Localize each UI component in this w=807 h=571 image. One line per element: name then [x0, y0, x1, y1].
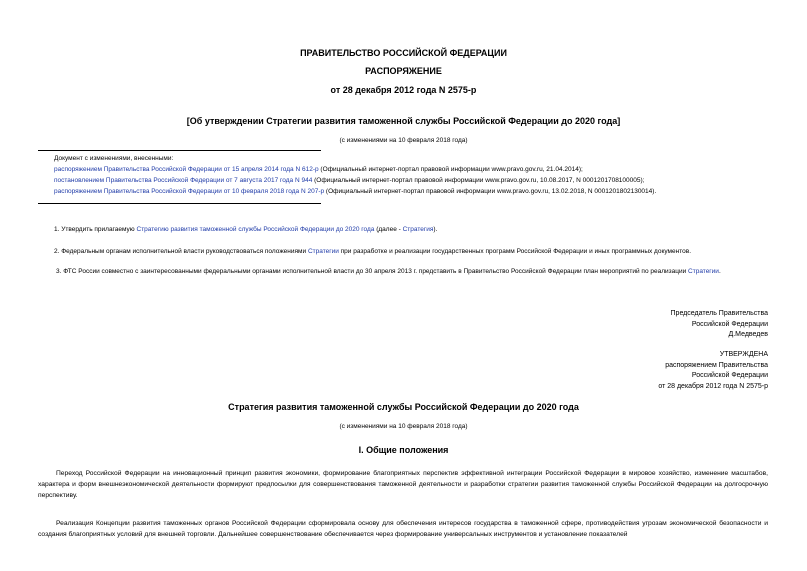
signature-position: Председатель Правительства [670, 310, 768, 317]
change-source: (Официальный интернет-портал правовой информации www.pravo.gov.ru, 21.04.2014); [318, 166, 583, 173]
approval-block [658, 350, 768, 392]
approval-date: от 28 декабря 2012 года N 2575-р [658, 382, 768, 390]
change-link[interactable]: распоряжением Правительства Российской Федерации от 10 февраля 2018 года N 207-р [54, 188, 325, 195]
document-date-number: от 28 декабря 2012 года N 2575-р [330, 85, 477, 95]
top-divider [38, 150, 321, 151]
amendment-note: (с изменениями на 10 февраля 2018 года) [339, 137, 468, 144]
change-link[interactable]: распоряжением Правительства Российской Федерации от 15 апреля 2014 года N 612-р [54, 166, 319, 173]
strategy-link[interactable]: Стратегию развития таможенной службы Российской Федерации до 2020 года [136, 226, 375, 233]
document-title: [Об утверждении Стратегии развития таможенной службы Российской Федерации до 2020 года] [186, 116, 621, 126]
bottom-divider [38, 203, 321, 204]
changes-intro: Документ с изменениями, внесенными: [54, 155, 174, 162]
approval-status: УТВЕРЖДЕНА [719, 351, 768, 358]
body-paragraph: Переход Российской Федерации на инновационный принцип развития экономики, формирование благоприятных перспектив эффективной интеграции Российской Федерации в мировое хозяйство, изменение масштабов, характера и форм внешнеэкономической деятельности формируют предпосылки для совершенствования таможенной деятельности и разработки стратегии развития таможенной службы Российской Федерации на долгосрочную перспективу. [38, 470, 768, 499]
point-1-text: 1. Утвердить прилагаемую [54, 226, 137, 233]
approval-org: Российской Федерации [691, 372, 768, 379]
change-item [54, 188, 656, 195]
strategy-title: Стратегия развития таможенной службы Российской Федерации до 2020 года [228, 402, 579, 412]
document-type: РАСПОРЯЖЕНИЕ [365, 66, 442, 76]
change-source: (Официальный интернет-портал правовой информации www.pravo.gov.ru, 10.08.2017, N 0001201708100005); [312, 177, 645, 184]
point-1 [54, 226, 437, 233]
body-paragraph: Реализация Концепции развития таможенных органов Российской Федерации сформировала основу для обеспечения интересов государства в таможенной сфере, противодействия угрозам экономической безопасности и создания благоприятных условий для внешней торговли. Дальнейшее совершенствование обеспечивается через формирование универсальных инструментов и установление показателей [38, 520, 768, 538]
change-source: (Официальный интернет-портал правовой информации www.pravo.gov.ru, 13.02.2018, N 0001201802130014). [324, 188, 657, 195]
strategy-short-link[interactable]: Стратегия [402, 226, 434, 233]
strategy-amendment-note: (с изменениями на 10 февраля 2018 года) [339, 423, 468, 430]
point-3-text: . [718, 268, 721, 275]
point-2-text: 2. Федеральным органам исполнительной власти руководствоваться положениями [54, 248, 308, 255]
point-2 [54, 248, 691, 255]
signature-position-org: Российской Федерации [691, 320, 768, 328]
strategy-link[interactable]: Стратегии [307, 248, 339, 255]
point-1-text: ). [433, 226, 438, 233]
strategy-link[interactable]: Стратегии [688, 268, 719, 275]
section-heading: I. Общие положения [358, 445, 449, 455]
point-3-text: 3. ФТС России совместно с заинтересованными федеральными органами исполнительной власти до 30 апреля 2013 г. представить в Правительство Российской Федерации план мероприятий по реализации [56, 268, 689, 275]
signature-name: Д.Медведев [728, 331, 768, 338]
approval-act: распоряжением Правительства [665, 361, 768, 369]
point-1-text: (далее - [374, 226, 403, 233]
change-link[interactable]: постановлением Правительства Российской Федерации от 7 августа 2017 года N 944 [54, 177, 313, 184]
change-item [54, 177, 644, 184]
point-3 [38, 267, 768, 278]
signature-block [671, 309, 768, 341]
change-item [54, 166, 583, 173]
point-2-text: при разработке и реализации государственных программ Российской Федерации и иных программных документов. [338, 248, 692, 255]
government-heading: ПРАВИТЕЛЬСТВО РОССИЙСКОЙ ФЕДЕРАЦИИ [300, 48, 507, 58]
